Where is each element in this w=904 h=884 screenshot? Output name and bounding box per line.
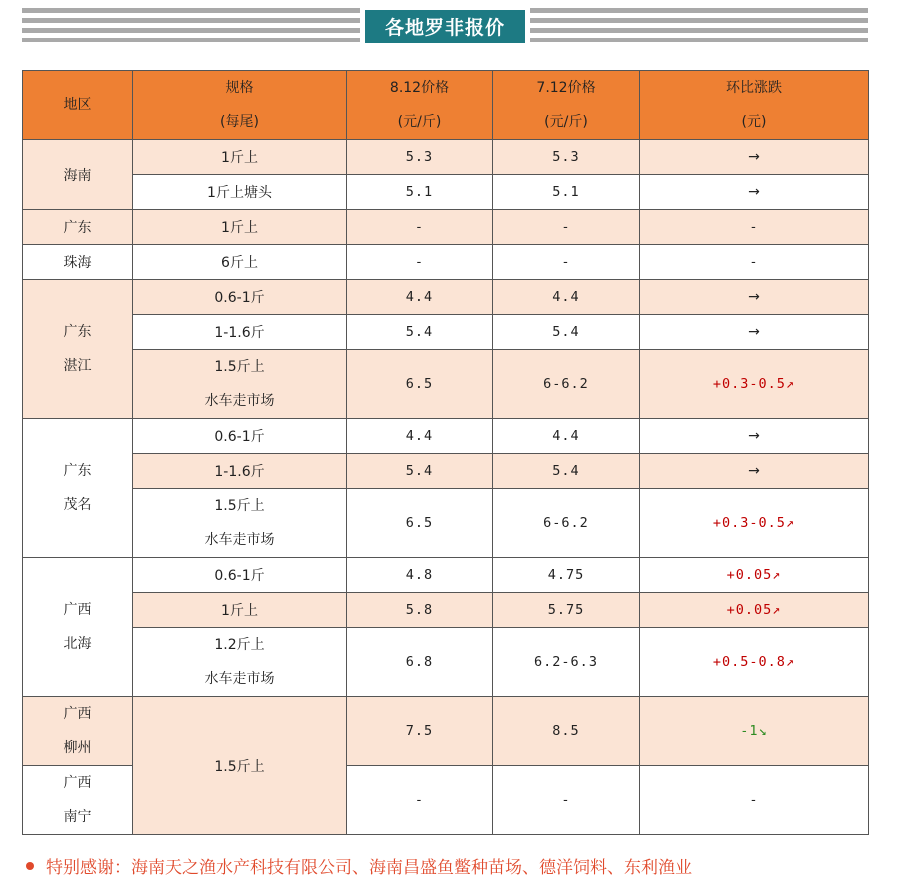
- price-b-cell: 5.4: [493, 454, 640, 489]
- table-row: [23, 628, 869, 697]
- price-a-cell: 7.5: [347, 697, 493, 766]
- up-arrow-icon: ↗: [785, 376, 796, 392]
- price-b-cell: 6-6.2: [493, 489, 640, 558]
- change-cell: [640, 140, 869, 175]
- region-cell: 广西 南宁: [23, 766, 133, 835]
- region-cell: 广西 柳州: [23, 697, 133, 766]
- region-cell: 广东: [23, 210, 133, 245]
- header-price-a: 8.12价格 (元/斤): [347, 71, 493, 140]
- table-row: [23, 489, 869, 558]
- up-arrow-icon: ↗: [785, 515, 796, 531]
- flat-arrow-icon: →: [748, 289, 760, 305]
- change-cell: +0.05↗: [640, 593, 869, 628]
- table-row: [23, 558, 869, 593]
- price-a-cell: 6.5: [347, 350, 493, 419]
- spec-cell: 1斤上: [133, 593, 347, 628]
- flat-arrow-icon: →: [748, 463, 760, 479]
- change-cell: +0.3-0.5↗: [640, 350, 869, 419]
- price-a-cell: 4.4: [347, 419, 493, 454]
- header-region: 地区: [23, 71, 133, 140]
- price-b-cell: -: [493, 210, 640, 245]
- price-b-cell: 5.75: [493, 593, 640, 628]
- page-title: 各地罗非报价: [360, 5, 530, 48]
- change-cell: +0.3-0.5↗: [640, 489, 869, 558]
- spec-cell: 0.6-1斤: [133, 558, 347, 593]
- header-price-b: 7.12价格 (元/斤): [493, 71, 640, 140]
- price-b-cell: 5.3: [493, 140, 640, 175]
- price-a-cell: 5.8: [347, 593, 493, 628]
- price-b-cell: 5.4: [493, 315, 640, 350]
- region-cell: 广东 茂名: [23, 419, 133, 558]
- change-cell: +0.5-0.8↗: [640, 628, 869, 697]
- price-a-cell: 4.4: [347, 280, 493, 315]
- table-row: [23, 175, 869, 210]
- spec-cell: 1斤上: [133, 210, 347, 245]
- spec-cell: 1.5斤上 水车走市场: [133, 350, 347, 419]
- change-cell: [640, 175, 869, 210]
- price-a-cell: 6.5: [347, 489, 493, 558]
- price-a-cell: 6.8: [347, 628, 493, 697]
- change-cell: [640, 315, 869, 350]
- header-change: 环比涨跌 (元): [640, 71, 869, 140]
- table-header-row: [23, 71, 869, 140]
- table-row: [23, 210, 869, 245]
- thanks-text: 特别感谢：海南天之渔水产科技有限公司、海南昌盛鱼鳖种苗场、德洋饲料、东利渔业: [46, 858, 692, 878]
- table-row: [23, 697, 869, 766]
- up-arrow-icon: ↗: [772, 567, 782, 583]
- spec-cell: 1.5斤上 水车走市场: [133, 489, 347, 558]
- table-row: [23, 315, 869, 350]
- table-row: [23, 140, 869, 175]
- table-row: [23, 419, 869, 454]
- change-cell: [640, 280, 869, 315]
- spec-cell: 1.2斤上 水车走市场: [133, 628, 347, 697]
- down-arrow-icon: ↘: [758, 723, 768, 739]
- change-cell: -: [640, 245, 869, 280]
- table-row: [23, 245, 869, 280]
- price-table: [22, 70, 869, 835]
- up-arrow-icon: ↗: [785, 654, 796, 670]
- price-a-cell: -: [347, 210, 493, 245]
- price-a-cell: -: [347, 766, 493, 835]
- region-cell: 珠海: [23, 245, 133, 280]
- price-a-cell: 5.4: [347, 454, 493, 489]
- price-b-cell: -: [493, 245, 640, 280]
- spec-cell: 0.6-1斤: [133, 419, 347, 454]
- table-row: [23, 593, 869, 628]
- spec-cell: 1-1.6斤: [133, 454, 347, 489]
- price-a-cell: 5.3: [347, 140, 493, 175]
- change-cell: [640, 419, 869, 454]
- change-cell: -: [640, 210, 869, 245]
- table-row: [23, 454, 869, 489]
- table-row: [23, 350, 869, 419]
- price-b-cell: 4.4: [493, 419, 640, 454]
- price-b-cell: 8.5: [493, 697, 640, 766]
- price-b-cell: 5.1: [493, 175, 640, 210]
- spec-cell: 1.5斤上: [133, 697, 347, 835]
- thanks-footer: [26, 853, 692, 878]
- change-cell: +0.05↗: [640, 558, 869, 593]
- price-b-cell: 4.75: [493, 558, 640, 593]
- flat-arrow-icon: →: [748, 184, 760, 200]
- header-spec: 规格 (每尾): [133, 71, 347, 140]
- price-b-cell: 4.4: [493, 280, 640, 315]
- change-cell: [640, 454, 869, 489]
- bullet-icon: [26, 862, 34, 870]
- price-b-cell: 6.2-6.3: [493, 628, 640, 697]
- flat-arrow-icon: →: [748, 149, 760, 165]
- spec-cell: 0.6-1斤: [133, 280, 347, 315]
- region-cell: 广东 湛江: [23, 280, 133, 419]
- spec-cell: 1斤上塘头: [133, 175, 347, 210]
- price-a-cell: -: [347, 245, 493, 280]
- change-cell: -1↘: [640, 697, 869, 766]
- change-cell: -: [640, 766, 869, 835]
- price-b-cell: -: [493, 766, 640, 835]
- price-a-cell: 4.8: [347, 558, 493, 593]
- spec-cell: 1-1.6斤: [133, 315, 347, 350]
- region-cell: 广西 北海: [23, 558, 133, 697]
- spec-cell: 1斤上: [133, 140, 347, 175]
- spec-cell: 6斤上: [133, 245, 347, 280]
- region-cell: 海南: [23, 140, 133, 210]
- table-row: [23, 280, 869, 315]
- flat-arrow-icon: →: [748, 428, 760, 444]
- flat-arrow-icon: →: [748, 324, 760, 340]
- price-a-cell: 5.4: [347, 315, 493, 350]
- up-arrow-icon: ↗: [772, 602, 782, 618]
- price-b-cell: 6-6.2: [493, 350, 640, 419]
- price-a-cell: 5.1: [347, 175, 493, 210]
